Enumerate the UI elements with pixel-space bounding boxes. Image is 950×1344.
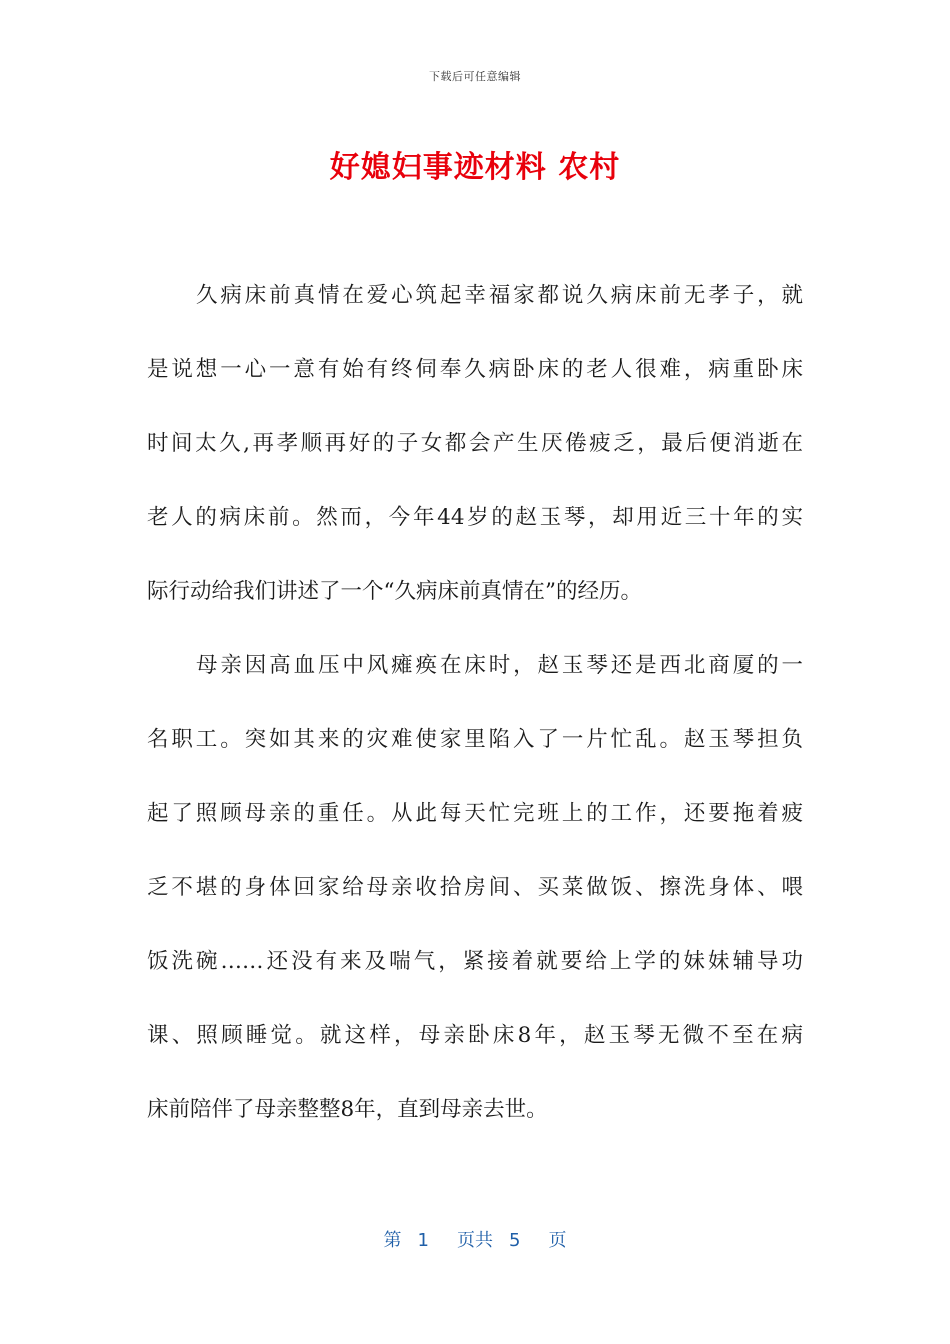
text-line: 母亲因高血压中风瘫痪在床时，赵玉琴还是西北商厦的一	[196, 653, 803, 678]
document-title: 好媳妇事迹材料 农村	[329, 150, 621, 185]
text-line: 是说想一心一意有始有终伺奉久病卧床的老人很难，病重卧床	[147, 357, 803, 382]
text-line: 久病床前真情在爱心筑起幸福家都说久病床前无孝子，就	[196, 283, 803, 308]
text-line: 名职工。突如其来的灾难使家里陷入了一片忙乱。赵玉琴担负	[147, 727, 803, 752]
footer-suffix: 页	[548, 1230, 567, 1251]
text-line: 床前陪伴了母亲整整8年，直到母亲去世。	[147, 1097, 548, 1122]
text-line: 际行动给我们讲述了一个“久病床前真情在”的经历。	[147, 579, 642, 604]
paragraph	[147, 276, 803, 646]
page-footer	[0, 1226, 950, 1252]
header-note: 下载后可任意编辑	[429, 70, 521, 83]
paragraph	[147, 646, 803, 1164]
text-line: 饭洗碗……还没有来及喘气，紧接着就要给上学的妹妹辅导功	[147, 949, 803, 974]
text-line: 起了照顾母亲的重任。从此每天忙完班上的工作，还要拖着疲	[147, 801, 803, 826]
total-pages-number: 5	[509, 1230, 521, 1251]
text-line: 时间太久,再孝顺再好的子女都会产生厌倦疲乏，最后便消逝在	[147, 431, 803, 456]
text-line: 课、照顾睡觉。就这样，母亲卧床8年，赵玉琴无微不至在病	[147, 1023, 803, 1048]
text-line: 老人的病床前。然而，今年44岁的赵玉琴，却用近三十年的实	[147, 505, 803, 530]
footer-prefix: 第	[383, 1230, 402, 1251]
current-page-number: 1	[417, 1230, 429, 1251]
document-body	[147, 276, 803, 1164]
footer-middle: 页共	[457, 1230, 493, 1251]
text-line: 乏不堪的身体回家给母亲收拾房间、买菜做饭、擦洗身体、喂	[147, 875, 803, 900]
